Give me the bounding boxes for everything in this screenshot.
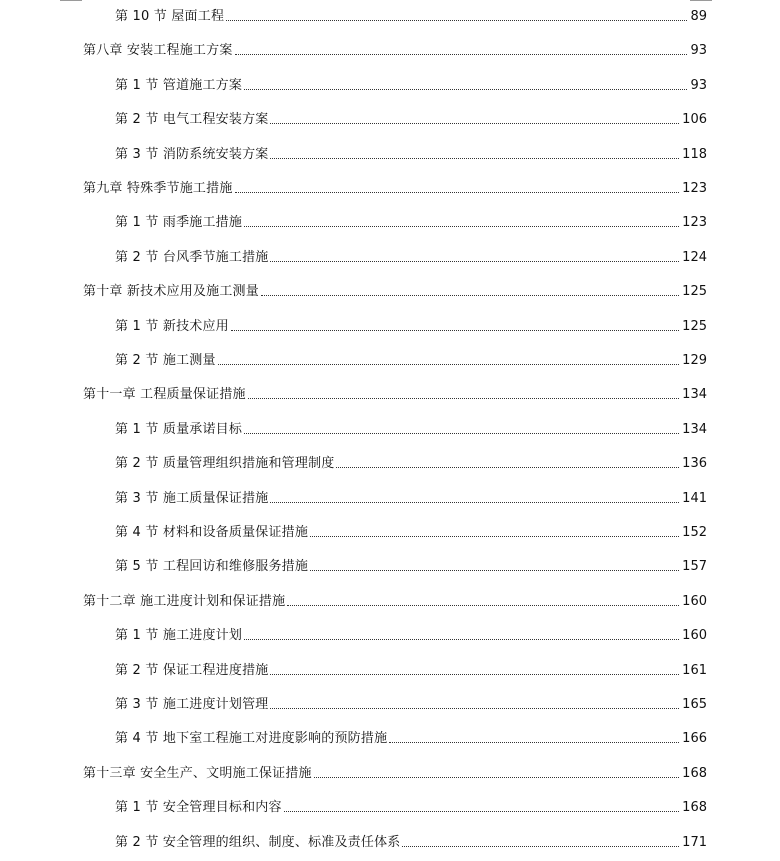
toc-dot-leader <box>402 846 679 847</box>
toc-dot-leader <box>284 811 680 812</box>
toc-section-entry[interactable] <box>115 521 707 541</box>
toc-entry-title: 第十章 新技术应用及施工测量 <box>83 284 259 300</box>
toc-section-entry[interactable] <box>115 349 707 369</box>
toc-page-number: 161 <box>682 662 707 678</box>
toc-dot-leader <box>310 536 679 537</box>
toc-section-entry[interactable] <box>115 143 707 163</box>
page-corner-mark-left <box>60 0 82 1</box>
toc-page-number: 160 <box>682 628 707 644</box>
toc-entry-title: 第 3 节 消防系统安装方案 <box>115 146 269 162</box>
toc-entry-title: 第十二章 施工进度计划和保证措施 <box>83 593 286 609</box>
toc-dot-leader <box>248 398 679 399</box>
toc-dot-leader <box>218 364 680 365</box>
toc-entry-title: 第八章 安装工程施工方案 <box>83 43 233 59</box>
toc-section-entry[interactable] <box>115 315 707 335</box>
toc-dot-leader <box>244 89 687 90</box>
toc-dot-leader <box>244 226 679 227</box>
toc-entry-title: 第 1 节 管道施工方案 <box>115 77 243 93</box>
toc-section-entry[interactable] <box>115 727 707 747</box>
toc-chapter-entry[interactable] <box>83 762 707 782</box>
toc-entry-title: 第九章 特殊季节施工措施 <box>83 181 233 196</box>
toc-section-entry[interactable] <box>115 5 707 25</box>
toc-dot-leader <box>270 123 679 124</box>
toc-page-number: 136 <box>682 456 707 472</box>
toc-page-number: 123 <box>682 181 707 196</box>
toc-entry-title: 第 1 节 质量承诺目标 <box>115 421 243 437</box>
toc-entry-title: 第 2 节 安全管理的组织、制度、标准及责任体系 <box>115 834 401 850</box>
toc-dot-leader <box>261 295 679 296</box>
toc-entry-title: 第 5 节 工程回访和维修服务措施 <box>115 559 309 575</box>
toc-entry-title: 第 1 节 施工进度计划 <box>115 628 243 644</box>
toc-chapter-entry[interactable] <box>83 280 707 300</box>
toc-entry-title: 第 4 节 地下室工程施工对进度影响的预防措施 <box>115 731 388 747</box>
toc-section-entry[interactable] <box>115 796 707 816</box>
toc-dot-leader <box>270 674 679 675</box>
toc-dot-leader <box>244 639 679 640</box>
toc-entry-title: 第十三章 安全生产、文明施工保证措施 <box>83 765 312 781</box>
toc-page-number: 165 <box>682 697 707 712</box>
toc-page-number: 168 <box>682 800 707 816</box>
toc-dot-leader <box>231 330 679 331</box>
toc-dot-leader <box>310 570 679 571</box>
toc-page-number: 93 <box>690 43 707 59</box>
toc-page-number: 106 <box>682 112 707 128</box>
toc-page-number: 124 <box>682 249 707 265</box>
toc-dot-leader <box>235 192 680 193</box>
toc-dot-leader <box>389 742 679 743</box>
toc-dot-leader <box>270 261 679 262</box>
toc-section-entry[interactable] <box>115 452 707 472</box>
toc-dot-leader <box>336 467 679 468</box>
toc-section-entry[interactable] <box>115 211 707 231</box>
toc-page-number: 171 <box>682 834 707 850</box>
toc-page-number: 129 <box>682 353 707 368</box>
toc-page-number: 168 <box>682 765 707 781</box>
toc-section-entry[interactable] <box>115 108 707 128</box>
toc-section-entry[interactable] <box>115 418 707 438</box>
toc-page-number: 125 <box>682 284 707 300</box>
toc-page-number: 134 <box>682 421 707 437</box>
toc-section-entry[interactable] <box>115 659 707 679</box>
toc-page-number: 134 <box>682 387 707 403</box>
toc-section-entry[interactable] <box>115 831 707 851</box>
toc-entry-title: 第 2 节 施工测量 <box>115 353 216 368</box>
toc-chapter-entry[interactable] <box>83 590 707 610</box>
toc-dot-leader <box>235 54 688 55</box>
toc-page-number: 152 <box>682 525 707 540</box>
toc-entry-title: 第 3 节 施工进度计划管理 <box>115 697 269 712</box>
toc-page-number: 141 <box>682 490 707 506</box>
toc-section-entry[interactable] <box>115 693 707 713</box>
toc-page-number: 160 <box>682 593 707 609</box>
toc-section-entry[interactable] <box>115 487 707 507</box>
toc-chapter-entry[interactable] <box>83 383 707 403</box>
toc-page-number: 166 <box>682 731 707 747</box>
toc-page-number: 123 <box>682 215 707 231</box>
toc-dot-leader <box>314 777 679 778</box>
toc-entry-title: 第 2 节 台风季节施工措施 <box>115 249 269 265</box>
toc-dot-leader <box>287 605 679 606</box>
toc-dot-leader <box>226 20 687 21</box>
toc-dot-leader <box>270 502 679 503</box>
toc-entry-title: 第 10 节 屋面工程 <box>115 9 225 24</box>
toc-page-number: 125 <box>682 318 707 334</box>
toc-entry-title: 第 4 节 材料和设备质量保证措施 <box>115 525 309 540</box>
toc-entry-title: 第十一章 工程质量保证措施 <box>83 387 246 403</box>
toc-entry-title: 第 2 节 质量管理组织措施和管理制度 <box>115 456 335 472</box>
toc-section-entry[interactable] <box>115 246 707 266</box>
toc-page-number: 93 <box>690 77 707 93</box>
toc-chapter-entry[interactable] <box>83 177 707 197</box>
toc-section-entry[interactable] <box>115 624 707 644</box>
page-corner-mark-right <box>690 0 712 1</box>
toc-section-entry[interactable] <box>115 74 707 94</box>
toc-entry-title: 第 2 节 保证工程进度措施 <box>115 662 269 678</box>
toc-entry-title: 第 1 节 雨季施工措施 <box>115 215 243 231</box>
toc-dot-leader <box>270 158 679 159</box>
toc-dot-leader <box>244 433 679 434</box>
toc-entry-title: 第 1 节 安全管理目标和内容 <box>115 800 282 816</box>
toc-dot-leader <box>270 708 679 709</box>
toc-entry-title: 第 3 节 施工质量保证措施 <box>115 490 269 506</box>
toc-page-number: 118 <box>682 146 707 162</box>
toc-entry-title: 第 1 节 新技术应用 <box>115 318 229 334</box>
toc-page-number: 89 <box>690 9 707 24</box>
toc-page-number: 157 <box>682 559 707 575</box>
toc-section-entry[interactable] <box>115 555 707 575</box>
toc-chapter-entry[interactable] <box>83 39 707 59</box>
toc-entry-title: 第 2 节 电气工程安装方案 <box>115 112 269 128</box>
